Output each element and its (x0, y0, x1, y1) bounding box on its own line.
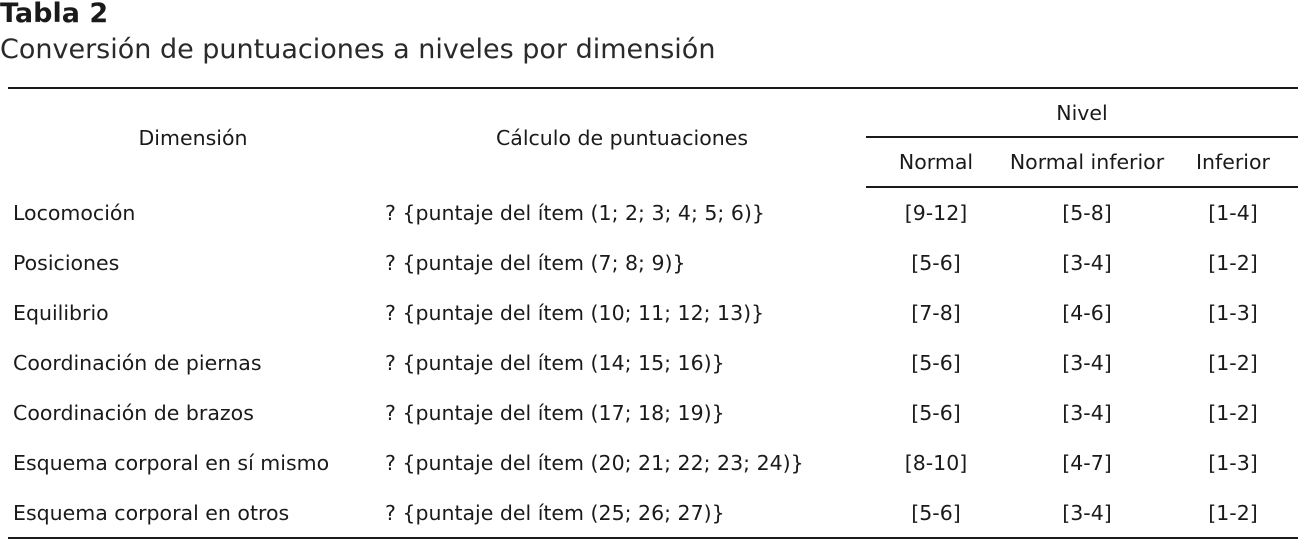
cell-calculo: ? {puntaje del ítem (7; 8; 9)} (385, 251, 686, 275)
cell-calculo: ? {puntaje del ítem (20; 21; 22; 23; 24)} (385, 451, 804, 475)
table-header (8, 88, 1298, 187)
cell-inferior: [1-3] (1208, 301, 1258, 325)
cell-normal-inferior: [3-4] (1062, 351, 1112, 375)
cell-inferior: [1-2] (1208, 251, 1258, 275)
cell-normal: [5-6] (866, 488, 1006, 538)
cell-inferior: [1-2] (1208, 401, 1258, 425)
cell-dimension: Esquema corporal en sí mismo (13, 451, 330, 475)
header-normal: Normal (866, 137, 1006, 187)
table-row (8, 488, 1298, 538)
cell-normal-inferior: [4-6] (1062, 301, 1112, 325)
cell-inferior: [1-2] (1168, 488, 1298, 538)
cell-normal-inferior: [4-7] (1062, 451, 1112, 475)
table-row (8, 388, 1298, 438)
levels-table-container (8, 87, 1298, 539)
cell-normal-inferior: [3-4] (1006, 488, 1168, 538)
levels-table (8, 87, 1298, 539)
cell-inferior: [1-2] (1208, 351, 1258, 375)
cell-inferior: [1-3] (1208, 451, 1258, 475)
cell-normal: [5-6] (911, 351, 961, 375)
header-calculo: Cálculo de puntuaciones (378, 88, 866, 187)
table-row (8, 187, 1298, 238)
cell-dimension: Equilibrio (13, 301, 109, 325)
cell-normal: [9-12] (904, 201, 968, 225)
header-row-group (8, 88, 1298, 137)
cell-normal-inferior: [3-4] (1062, 401, 1112, 425)
cell-normal: [7-8] (911, 301, 961, 325)
cell-normal-inferior: [5-8] (1062, 201, 1112, 225)
cell-dimension: Locomoción (13, 200, 136, 225)
table-body (8, 187, 1298, 538)
cell-inferior: [1-4] (1208, 201, 1258, 225)
cell-calculo: ? {puntaje del ítem (10; 11; 12; 13)} (385, 301, 765, 325)
cell-dimension: Posiciones (13, 251, 120, 275)
header-nivel: Nivel (866, 88, 1298, 137)
table-row (8, 338, 1298, 388)
header-normal-inferior: Normal inferior (1006, 137, 1168, 187)
cell-normal: [5-6] (911, 251, 961, 275)
table-row (8, 438, 1298, 488)
table-row (8, 238, 1298, 288)
table-row (8, 288, 1298, 338)
cell-calculo: ? {puntaje del ítem (17; 18; 19)} (385, 401, 725, 425)
cell-normal: [8-10] (904, 451, 968, 475)
cell-normal-inferior: [3-4] (1062, 251, 1112, 275)
header-inferior: Inferior (1168, 137, 1298, 187)
cell-dimension: Coordinación de piernas (13, 351, 262, 375)
cell-calculo: ? {puntaje del ítem (1; 2; 3; 4; 5; 6)} (385, 200, 765, 225)
header-dimension: Dimensión (8, 88, 378, 187)
table-subtitle: Conversión de puntuaciones a niveles por dimensión (0, 34, 716, 65)
table-title: Tabla 2 (0, 0, 109, 29)
cell-dimension: Coordinación de brazos (13, 401, 254, 425)
cell-calculo: ? {puntaje del ítem (25; 26; 27)} (378, 488, 866, 538)
cell-calculo: ? {puntaje del ítem (14; 15; 16)} (385, 351, 725, 375)
cell-normal: [5-6] (911, 401, 961, 425)
cell-dimension: Esquema corporal en otros (8, 488, 378, 538)
